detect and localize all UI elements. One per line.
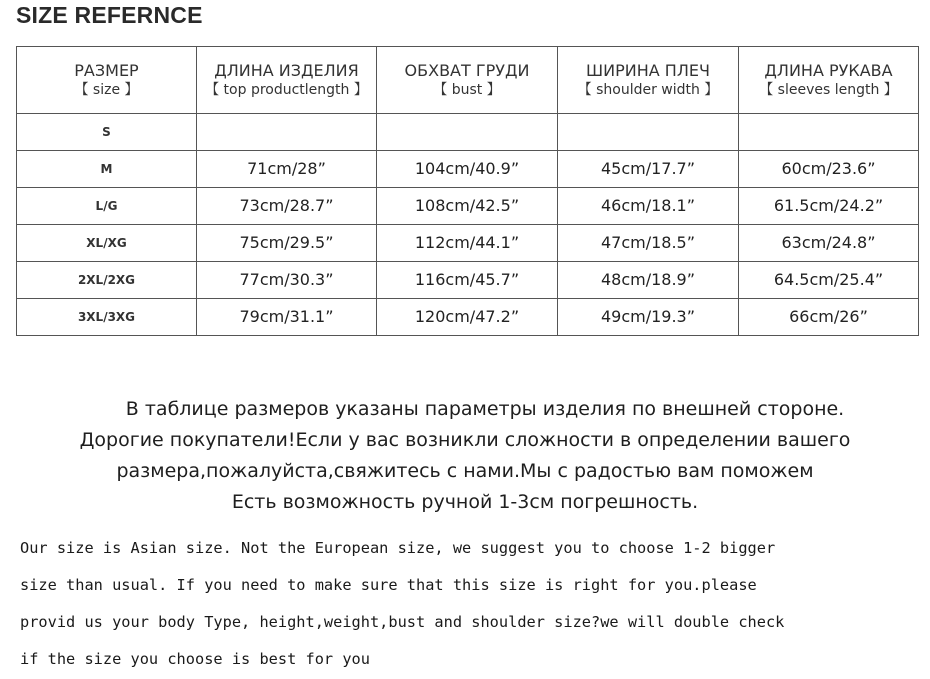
russian-note-line: размера,пожалуйста,свяжитесь с нами.Мы с радостью вам поможем bbox=[116, 460, 814, 482]
shoulder-cell bbox=[558, 188, 739, 225]
length-cell bbox=[197, 225, 377, 262]
bust-value: 104cm/40.9” bbox=[414, 159, 520, 178]
bust-value: 116cm/45.7” bbox=[414, 270, 520, 289]
length-cell bbox=[197, 114, 377, 151]
header-shoulder-en: 【 shoulder width 】 bbox=[577, 82, 719, 98]
table-row bbox=[17, 225, 919, 262]
sleeve-value: 61.5cm/24.2” bbox=[773, 196, 884, 215]
table-row bbox=[17, 151, 919, 188]
english-note bbox=[20, 530, 920, 678]
length-value: 73cm/28.7” bbox=[239, 196, 334, 215]
bust-cell bbox=[377, 114, 558, 151]
shoulder-value: 46cm/18.1” bbox=[600, 196, 696, 215]
header-sleeves-en: 【 sleeves length 】 bbox=[759, 82, 898, 98]
header-size bbox=[17, 47, 197, 114]
header-length bbox=[197, 47, 377, 114]
shoulder-value: 45cm/17.7” bbox=[600, 159, 696, 178]
length-value: 71cm/28” bbox=[247, 159, 326, 178]
size-label: L/G bbox=[95, 199, 118, 213]
size-cell bbox=[17, 151, 197, 188]
header-bust-ru: ОБХВАТ ГРУДИ bbox=[404, 61, 530, 80]
shoulder-cell bbox=[558, 299, 739, 336]
bust-value: 108cm/42.5” bbox=[414, 196, 520, 215]
header-sleeves-ru: ДЛИНА РУКАВА bbox=[764, 61, 893, 80]
size-label: XL/XG bbox=[86, 236, 127, 250]
header-length-en: 【 top productlength 】 bbox=[205, 82, 368, 98]
russian-note bbox=[0, 394, 930, 518]
english-note-line: provid us your body Type, height,weight,bust and shoulder size?we will double check bbox=[20, 613, 785, 631]
sleeve-cell bbox=[739, 151, 919, 188]
sleeve-cell bbox=[739, 188, 919, 225]
sleeve-value: 60cm/23.6” bbox=[781, 159, 876, 178]
size-label: M bbox=[100, 162, 113, 176]
length-cell bbox=[197, 262, 377, 299]
sleeve-cell bbox=[739, 114, 919, 151]
table-row bbox=[17, 262, 919, 299]
length-value: 77cm/30.3” bbox=[239, 270, 334, 289]
english-note-line: size than usual. If you need to make sure that this size is right for you.please bbox=[20, 576, 757, 594]
russian-note-line: Есть возможность ручной 1-3см погрешность. bbox=[231, 491, 699, 513]
size-label: S bbox=[102, 125, 111, 139]
header-size-en: 【 size 】 bbox=[74, 82, 139, 98]
size-table bbox=[16, 46, 919, 336]
table-row bbox=[17, 299, 919, 336]
shoulder-cell bbox=[558, 225, 739, 262]
size-cell bbox=[17, 225, 197, 262]
table-row bbox=[17, 188, 919, 225]
header-length-ru: ДЛИНА ИЗДЕЛИЯ bbox=[214, 61, 359, 80]
length-value: 75cm/29.5” bbox=[239, 233, 334, 252]
length-cell bbox=[197, 188, 377, 225]
page-title: SIZE REFERNCE bbox=[16, 2, 203, 28]
header-size-ru: РАЗМЕР bbox=[74, 61, 139, 80]
size-cell bbox=[17, 188, 197, 225]
shoulder-value: 47cm/18.5” bbox=[600, 233, 696, 252]
bust-cell bbox=[377, 188, 558, 225]
sleeve-cell bbox=[739, 299, 919, 336]
sleeve-cell bbox=[739, 262, 919, 299]
sleeve-value: 64.5cm/25.4” bbox=[773, 270, 884, 289]
header-bust bbox=[377, 47, 558, 114]
size-label: 3XL/3XG bbox=[77, 310, 136, 324]
shoulder-value: 48cm/18.9” bbox=[600, 270, 696, 289]
table-row bbox=[17, 114, 919, 151]
bust-value: 120cm/47.2” bbox=[414, 307, 520, 326]
header-sleeves bbox=[739, 47, 919, 114]
size-cell bbox=[17, 262, 197, 299]
header-bust-en: 【 bust 】 bbox=[433, 82, 501, 98]
bust-value: 112cm/44.1” bbox=[414, 233, 520, 252]
header-shoulder-ru: ШИРИНА ПЛЕЧ bbox=[586, 61, 710, 80]
header-shoulder bbox=[558, 47, 739, 114]
length-cell bbox=[197, 299, 377, 336]
sleeve-value: 66cm/26” bbox=[789, 307, 868, 326]
russian-note-line: Дорогие покупатели!Если у вас возникли сложности в определении вашего bbox=[79, 429, 851, 451]
shoulder-cell bbox=[558, 114, 739, 151]
shoulder-cell bbox=[558, 151, 739, 188]
size-cell bbox=[17, 299, 197, 336]
bust-cell bbox=[377, 225, 558, 262]
bust-cell bbox=[377, 151, 558, 188]
sleeve-cell bbox=[739, 225, 919, 262]
length-cell bbox=[197, 151, 377, 188]
english-note-line: if the size you choose is best for you bbox=[20, 650, 370, 668]
russian-note-line: В таблице размеров указаны параметры изделия по внешней стороне. bbox=[125, 398, 845, 420]
sleeve-value: 63cm/24.8” bbox=[781, 233, 876, 252]
shoulder-value: 49cm/19.3” bbox=[600, 307, 696, 326]
english-note-line: Our size is Asian size. Not the European size, we suggest you to choose 1-2 bigger bbox=[20, 539, 776, 557]
length-value: 79cm/31.1” bbox=[239, 307, 334, 326]
size-label: 2XL/2XG bbox=[77, 273, 136, 287]
bust-cell bbox=[377, 262, 558, 299]
bust-cell bbox=[377, 299, 558, 336]
shoulder-cell bbox=[558, 262, 739, 299]
size-cell bbox=[17, 114, 197, 151]
table-header-row bbox=[17, 47, 919, 114]
